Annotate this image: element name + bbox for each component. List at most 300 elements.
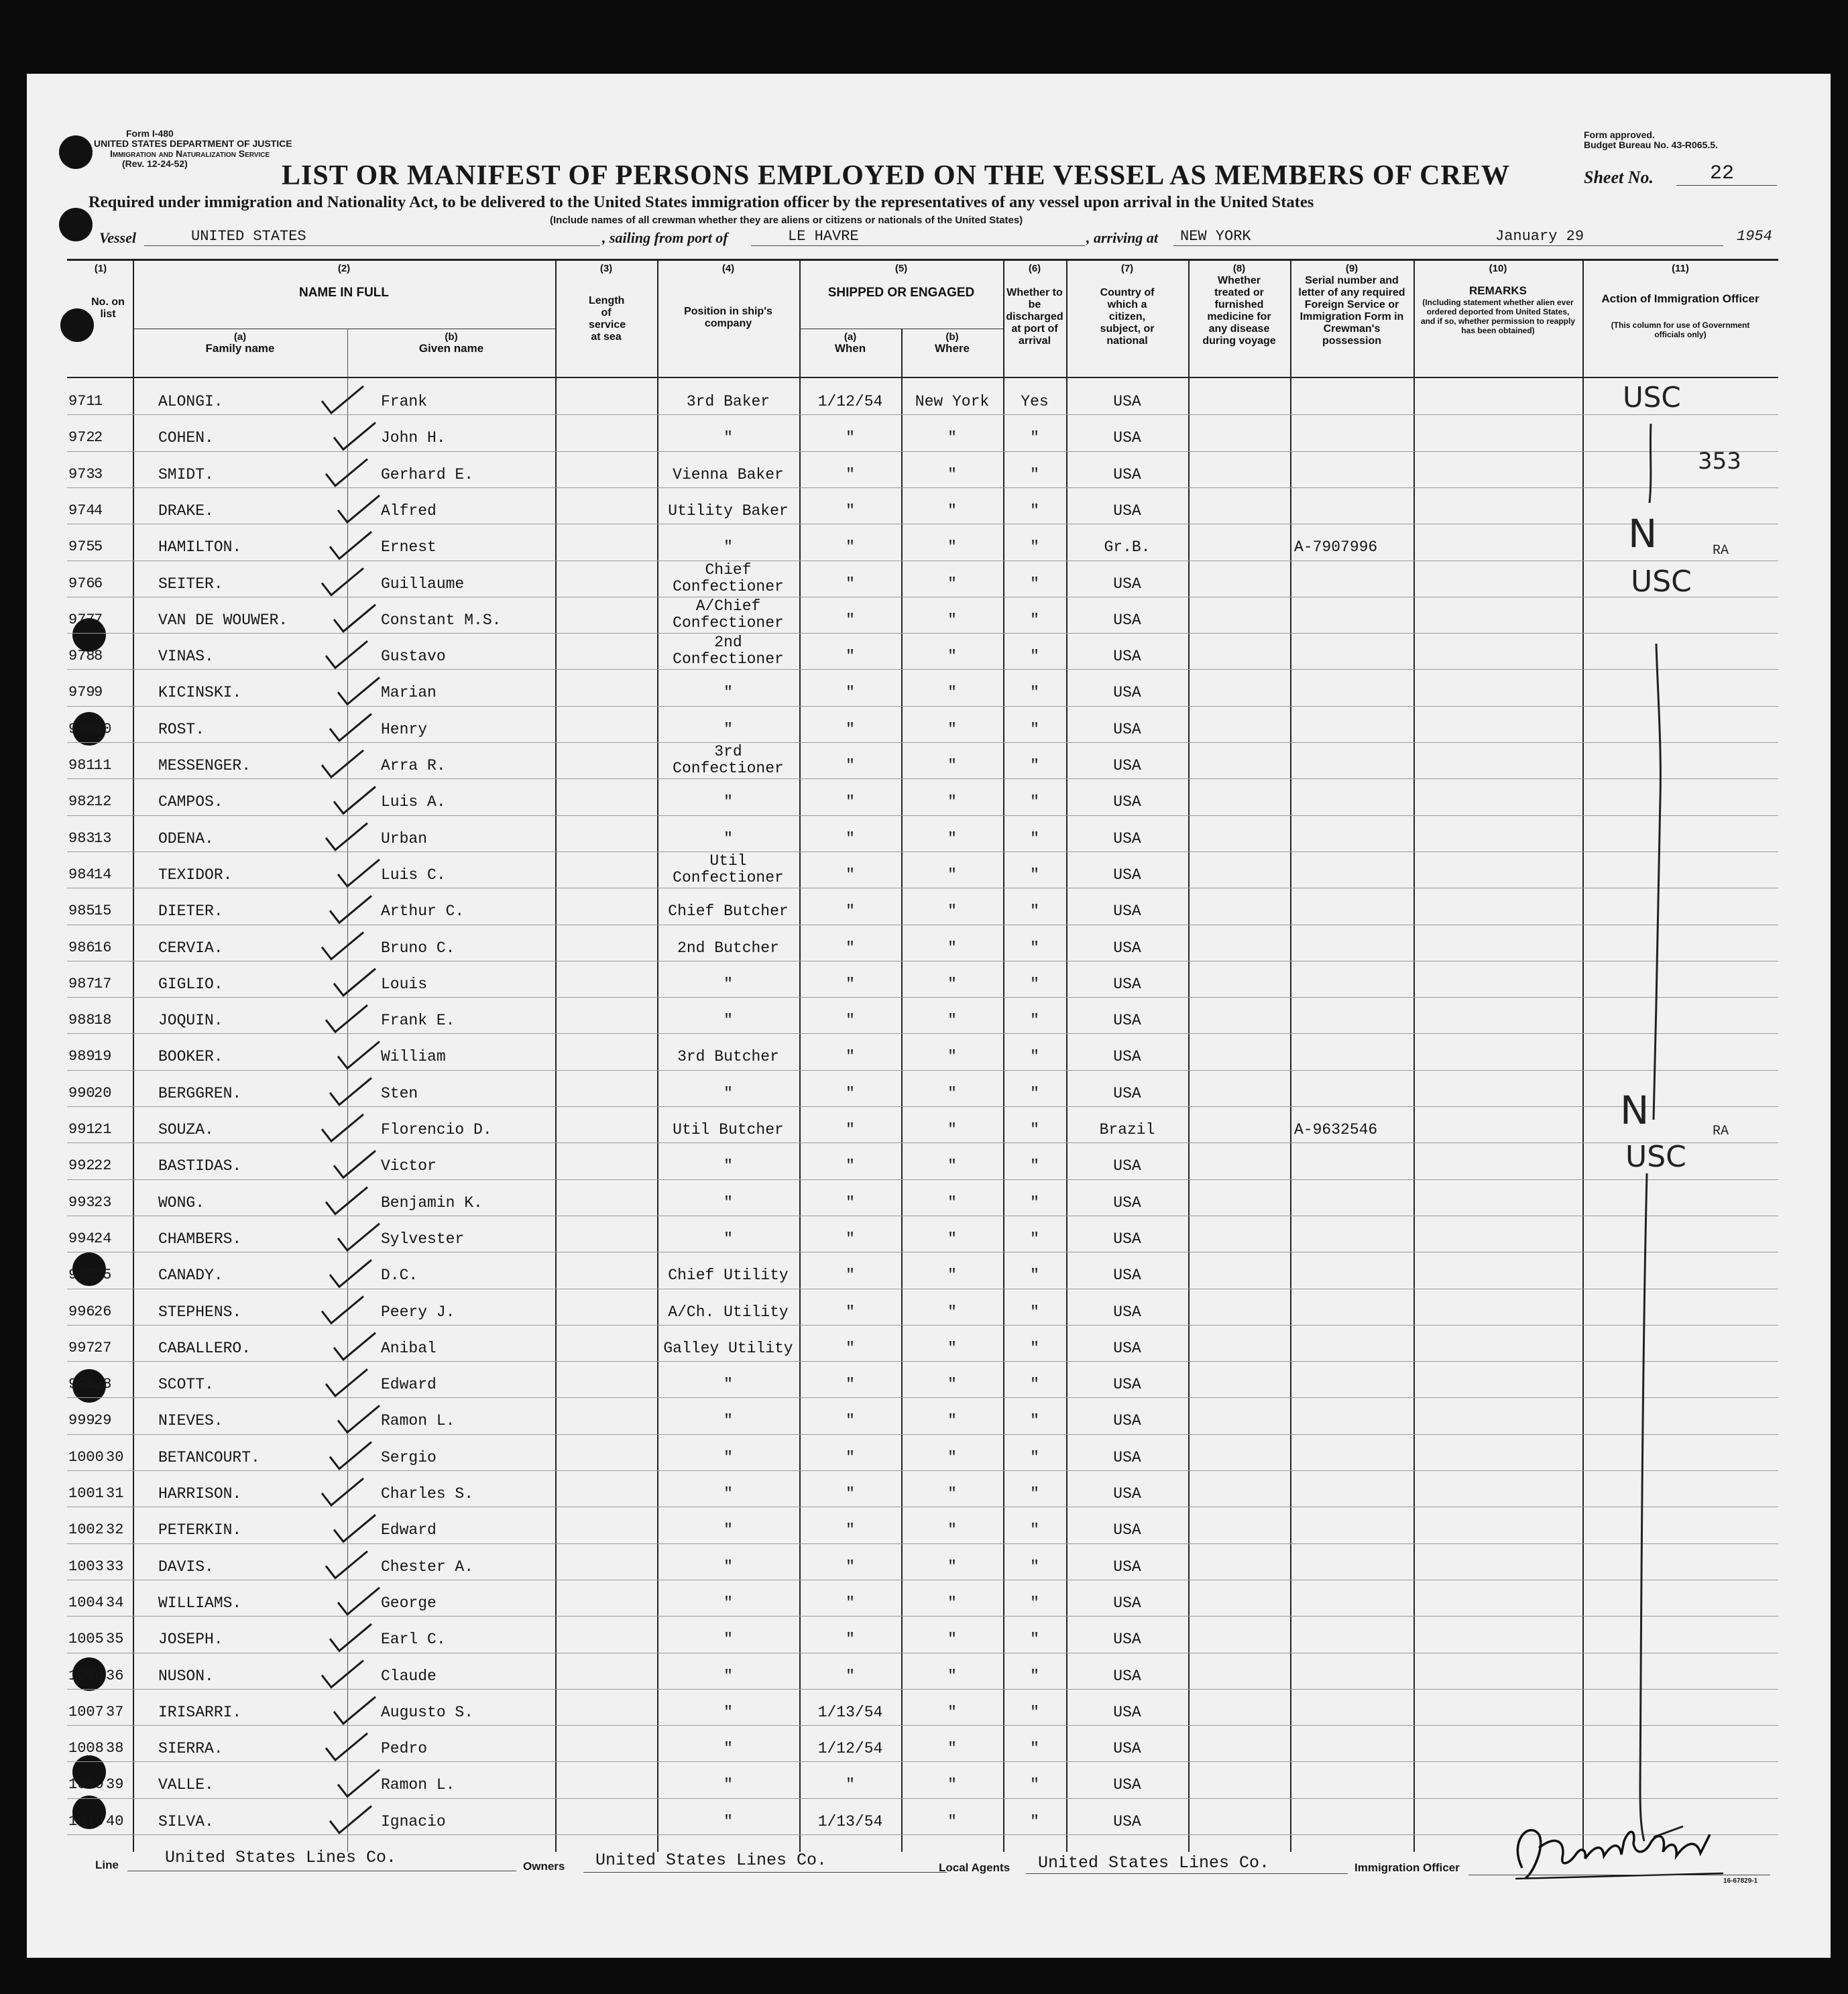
position-cell: " [724, 1193, 733, 1212]
discharge-cell: " [1030, 1740, 1039, 1758]
when-cell: " [846, 575, 855, 593]
position-cell: " [724, 1412, 733, 1430]
given-name: Henry [381, 720, 428, 738]
col-9-header: Serial number and letter of any required Foreign Service or Immigration Form in Crewman's possession [1298, 275, 1405, 347]
given-name: Sylvester [381, 1230, 465, 1248]
country-cell: USA [1113, 1012, 1141, 1030]
family-name: COHEN. [158, 429, 214, 447]
when-cell: " [846, 1594, 855, 1612]
sailing-port: LE HAVRE [788, 228, 859, 245]
given-name: Frank E. [381, 1012, 455, 1030]
given-name: Ernest [381, 538, 437, 556]
family-name: VAN DE WOUWER. [158, 611, 288, 629]
family-name: SEITER. [158, 575, 223, 593]
row-sequence-number: 1002 [68, 1521, 104, 1539]
col-5-number: (5) [894, 263, 908, 274]
arriving-label: , arriving at [1086, 229, 1158, 246]
when-cell: " [846, 502, 855, 520]
discharge-cell: " [1030, 1193, 1039, 1212]
col-11-number: (11) [1672, 263, 1689, 274]
when-cell: 1/12/54 [817, 1740, 883, 1758]
where-cell: " [947, 1012, 957, 1030]
given-name: Anibal [381, 1339, 437, 1357]
discharge-cell: " [1030, 575, 1039, 593]
arrival-year: 1954 [1737, 228, 1772, 245]
where-cell: " [947, 684, 957, 702]
given-name: Luis C. [381, 866, 446, 884]
country-cell: USA [1113, 757, 1141, 774]
discharge-cell: " [1030, 1412, 1039, 1430]
discharge-cell: " [1030, 1157, 1039, 1175]
country-cell: USA [1113, 1776, 1141, 1794]
where-cell: " [947, 1631, 957, 1649]
row-sequence-number: 983 [68, 829, 95, 847]
position-cell: " [724, 1012, 733, 1030]
where-cell: " [947, 575, 957, 593]
row-sequence-number: 987 [68, 975, 95, 992]
family-name: STEPHENS. [158, 1303, 242, 1321]
row-list-number: 24 [94, 1230, 112, 1247]
where-cell: " [947, 1303, 957, 1321]
family-name: CHAMBERS. [158, 1230, 242, 1248]
family-name: PETERKIN. [158, 1521, 242, 1539]
position-cell: " [724, 538, 733, 556]
given-name: Gustavo [381, 648, 446, 666]
row-list-number: 35 [106, 1631, 124, 1648]
given-name: Arthur C. [381, 902, 465, 921]
position-cell: " [724, 1776, 733, 1794]
row-sequence-number: 996 [68, 1303, 95, 1320]
position-cell: 2nd Confectioner [673, 634, 784, 668]
given-name: Bruno C. [381, 939, 455, 957]
col-11-note: (This column for use of Government officials only) [1611, 320, 1750, 339]
country-cell: USA [1113, 1703, 1141, 1721]
family-name: MESSENGER. [158, 757, 251, 774]
where-cell: " [947, 1048, 957, 1066]
when-cell: " [846, 1339, 855, 1357]
given-name: Arra R. [381, 757, 446, 774]
country-cell: USA [1113, 1339, 1141, 1357]
where-cell: " [947, 1667, 957, 1685]
print-code: 16-67829-1 [1723, 1877, 1758, 1885]
family-name: CERVIA. [158, 939, 223, 957]
when-cell: " [846, 757, 855, 774]
row-list-number: 1 [94, 393, 103, 410]
family-name: VINAS. [158, 648, 214, 666]
country-cell: USA [1113, 1157, 1141, 1175]
discharge-cell: " [1030, 720, 1039, 738]
usc-annotation: USC [1625, 1140, 1686, 1174]
form-cell: A-7907996 [1294, 538, 1378, 556]
family-name: SOUZA. [158, 1121, 214, 1138]
row-sequence-number: 995 [68, 1267, 95, 1284]
given-name: Marian [381, 684, 437, 702]
col-10-number: (10) [1489, 263, 1507, 274]
country-cell: USA [1113, 611, 1141, 629]
discharge-cell: " [1030, 866, 1039, 884]
form-number: Form I-480 [126, 128, 174, 139]
family-name: SIERRA. [158, 1740, 223, 1758]
given-name: Sten [381, 1084, 418, 1102]
where-cell: " [947, 429, 957, 447]
family-name: CABALLERO. [158, 1339, 251, 1357]
where-cell: " [947, 611, 957, 629]
row-list-number: 28 [94, 1376, 112, 1393]
sheet-number: 22 [1710, 162, 1735, 185]
country-cell: USA [1113, 1267, 1141, 1285]
arrival-port: NEW YORK [1180, 228, 1251, 245]
when-cell: " [846, 1157, 855, 1175]
family-name: NIEVES. [158, 1412, 223, 1430]
discharge-cell: " [1030, 975, 1039, 993]
country-cell: USA [1113, 829, 1141, 847]
discharge-cell: " [1030, 538, 1039, 556]
row-sequence-number: 979 [68, 684, 95, 701]
row-list-number: 26 [94, 1303, 112, 1320]
family-name: ROST. [158, 720, 205, 738]
row-list-number: 39 [106, 1776, 124, 1794]
agents-value: United States Lines Co. [1038, 1853, 1270, 1873]
family-name: DRAKE. [158, 502, 214, 520]
discharge-cell: " [1030, 1303, 1039, 1321]
row-sequence-number: 985 [68, 902, 95, 920]
given-name: Chester A. [381, 1558, 474, 1576]
row-list-number: 30 [106, 1448, 124, 1466]
country-cell: USA [1113, 1485, 1141, 1503]
department: UNITED STATES DEPARTMENT OF JUSTICE [94, 138, 292, 149]
page-title: LIST OR MANIFEST OF PERSONS EMPLOYED ON THE VESSEL AS MEMBERS OF CREW [282, 160, 1510, 191]
col-1-header: No. on list [91, 296, 125, 320]
position-cell: Util Confectioner [673, 852, 784, 886]
country-cell: USA [1113, 429, 1141, 447]
when-cell: " [846, 429, 855, 447]
given-name: D.C. [381, 1267, 418, 1285]
row-sequence-number: 1006 [68, 1667, 104, 1684]
position-cell: " [724, 829, 733, 847]
when-cell: 1/13/54 [817, 1812, 883, 1830]
row-list-number: 10 [94, 720, 112, 738]
family-name: DAVIS. [158, 1558, 214, 1576]
position-cell: 3rd Confectioner [673, 743, 784, 777]
discharge-cell: " [1030, 829, 1039, 847]
family-name: VALLE. [158, 1776, 214, 1794]
when-cell: " [846, 793, 855, 811]
officer-signature [1502, 1814, 1743, 1888]
row-list-number: 34 [106, 1594, 124, 1611]
manifest-sheet [27, 74, 1831, 1958]
col-4-number: (4) [721, 263, 735, 274]
country-cell: USA [1113, 684, 1141, 702]
country-cell: USA [1113, 1740, 1141, 1758]
row-sequence-number: 1007 [68, 1703, 104, 1720]
row-sequence-number: 975 [68, 538, 95, 556]
given-name: Ignacio [381, 1812, 446, 1830]
vessel-name: UNITED STATES [191, 228, 306, 245]
family-name: HAMILTON. [158, 538, 242, 556]
row-sequence-number: 974 [68, 502, 95, 519]
where-cell: " [947, 720, 957, 738]
row-list-number: 11 [94, 757, 112, 774]
discharge-cell: " [1030, 1703, 1039, 1721]
discharge-cell: Yes [1021, 393, 1049, 410]
position-cell: " [724, 1631, 733, 1649]
owners-underline [583, 1872, 947, 1873]
discharge-cell: " [1030, 902, 1039, 921]
where-cell: " [947, 1193, 957, 1212]
when-cell: " [846, 829, 855, 847]
country-cell: USA [1113, 1667, 1141, 1685]
country-cell: Brazil [1099, 1121, 1155, 1138]
country-cell: USA [1113, 1230, 1141, 1248]
row-sequence-number: 980 [68, 720, 95, 738]
country-cell: USA [1113, 575, 1141, 593]
discharge-cell: " [1030, 1230, 1039, 1248]
family-name: SILVA. [158, 1812, 214, 1830]
position-cell: " [724, 429, 733, 447]
discharge-cell: " [1030, 939, 1039, 957]
family-name: WILLIAMS. [158, 1594, 242, 1612]
when-cell: " [846, 1558, 855, 1576]
col-3-header: Length of service at sea [589, 295, 626, 343]
row-sequence-number: 990 [68, 1084, 95, 1102]
position-cell: " [724, 1740, 733, 1758]
col-5a-header: When [834, 342, 866, 355]
discharge-cell: " [1030, 648, 1039, 666]
given-name: Augusto S. [381, 1703, 474, 1721]
ra-annotation: RA [1713, 543, 1729, 559]
given-name: Constant M.S. [381, 611, 502, 629]
where-cell: " [947, 1558, 957, 1576]
row-sequence-number: 989 [68, 1048, 95, 1065]
family-name: KICINSKI. [158, 684, 242, 702]
row-list-number: 5 [94, 538, 103, 556]
position-cell: Chief Confectioner [673, 561, 784, 595]
position-cell: Chief Butcher [668, 902, 789, 921]
col-11-header: Action of Immigration Officer [1601, 292, 1759, 305]
discharge-cell: " [1030, 1558, 1039, 1576]
row-list-number: 13 [94, 829, 112, 847]
discharge-cell: " [1030, 1631, 1039, 1649]
line-label: Line [95, 1859, 119, 1871]
discharge-cell: " [1030, 1776, 1039, 1794]
owners-label: Owners [523, 1860, 565, 1873]
family-name: HARRISON. [158, 1485, 242, 1503]
discharge-cell: " [1030, 1521, 1039, 1539]
country-cell: USA [1113, 939, 1141, 957]
country-cell: USA [1113, 1193, 1141, 1212]
where-cell: " [947, 1594, 957, 1612]
arrival-date: January 29 [1495, 228, 1584, 245]
row-list-number: 21 [94, 1121, 112, 1138]
col-3-number: (3) [599, 263, 613, 274]
row-list-number: 40 [106, 1812, 124, 1830]
row-sequence-number: 973 [68, 465, 95, 483]
row-sequence-number: 976 [68, 575, 95, 592]
position-cell: " [724, 1703, 733, 1721]
row-sequence-number: 997 [68, 1339, 95, 1356]
sailing-label: , sailing from port of [602, 229, 728, 246]
position-cell: A/Ch. Utility [668, 1303, 789, 1321]
row-list-number: 4 [94, 502, 103, 519]
discharge-cell: " [1030, 1485, 1039, 1503]
row-sequence-number: 978 [68, 648, 95, 665]
discharge-cell: " [1030, 465, 1039, 483]
where-cell: " [947, 502, 957, 520]
discharge-cell: " [1030, 1376, 1039, 1394]
row-sequence-number: 986 [68, 939, 95, 956]
col-8-header: Whether treated or furnished medicine for any disease during voyage [1202, 275, 1276, 347]
where-cell: " [947, 1485, 957, 1503]
row-sequence-number: 981 [68, 757, 95, 774]
discharge-cell: " [1030, 1267, 1039, 1285]
family-name: GIGLIO. [158, 975, 223, 993]
country-cell: USA [1113, 648, 1141, 666]
discharge-cell: " [1030, 611, 1039, 629]
family-name: SCOTT. [158, 1376, 214, 1394]
col-6-header: Whether to be discharged at port of arrival [1006, 287, 1063, 347]
row-sequence-number: 984 [68, 866, 95, 883]
discharge-cell: " [1030, 1667, 1039, 1685]
where-cell: " [947, 1448, 957, 1466]
row-sequence-number: 1005 [68, 1631, 104, 1648]
position-cell: " [724, 1376, 733, 1394]
where-cell: " [947, 1157, 957, 1175]
when-cell: " [846, 1303, 855, 1321]
where-cell: " [947, 1230, 957, 1248]
discharge-cell: " [1030, 793, 1039, 811]
country-cell: USA [1113, 1812, 1141, 1830]
where-cell: " [947, 1121, 957, 1138]
row-sequence-number: 1000 [68, 1448, 104, 1466]
when-cell: " [846, 1412, 855, 1430]
n-mark-annotation: N [1620, 1088, 1650, 1133]
where-cell: " [947, 1376, 957, 1394]
when-cell: " [846, 1012, 855, 1030]
position-cell: " [724, 1521, 733, 1539]
when-cell: " [846, 1267, 855, 1285]
where-cell: " [947, 465, 957, 483]
position-cell: A/Chief Confectioner [673, 597, 784, 632]
col-6-number: (6) [1028, 263, 1041, 274]
row-list-number: 3 [94, 465, 103, 483]
row-list-number: 31 [106, 1485, 124, 1502]
row-list-number: 17 [94, 975, 112, 992]
given-name: Frank [381, 393, 428, 410]
discharge-cell: " [1030, 1084, 1039, 1102]
country-cell: USA [1113, 720, 1141, 738]
when-cell: " [846, 720, 855, 738]
col-5a-number: (a) [844, 331, 857, 343]
row-sequence-number: 998 [68, 1376, 95, 1393]
family-name: IRISARRI. [158, 1703, 242, 1721]
service: Immigration and Naturalization Service [110, 148, 270, 159]
position-cell: " [724, 1157, 733, 1175]
position-cell: " [724, 1084, 733, 1102]
family-name: JOQUIN. [158, 1012, 223, 1030]
row-list-number: 15 [94, 902, 112, 920]
given-name: Pedro [381, 1740, 428, 1758]
position-cell: " [724, 1812, 733, 1830]
when-cell: " [846, 465, 855, 483]
when-cell: " [846, 1521, 855, 1539]
given-name: Ramon L. [381, 1412, 455, 1430]
position-cell: Utility Baker [668, 502, 789, 520]
col-4-header: Position in ship's company [684, 306, 772, 329]
given-name: Sergio [381, 1448, 437, 1466]
col-7-header: Country of which a citizen, subject, or national [1100, 287, 1155, 347]
family-name: ALONGI. [158, 393, 223, 410]
given-name: Florencio D. [381, 1121, 492, 1138]
annotation-353: 353 [1698, 448, 1741, 475]
budget-bureau: Budget Bureau No. 43-R065.5. [1584, 139, 1718, 150]
row-sequence-number: 999 [68, 1412, 95, 1429]
where-cell: " [947, 1521, 957, 1539]
position-cell: " [724, 975, 733, 993]
usc-annotation: USC [1631, 565, 1692, 599]
position-cell: " [724, 1667, 733, 1685]
row-list-number: 23 [94, 1193, 112, 1211]
when-cell: " [846, 684, 855, 702]
country-cell: USA [1113, 975, 1141, 993]
where-cell: " [947, 866, 957, 884]
col-2-header: NAME IN FULL [298, 286, 390, 300]
family-name: JOSEPH. [158, 1631, 223, 1649]
family-name: BERGGREN. [158, 1084, 242, 1102]
where-cell: " [947, 1084, 957, 1102]
country-cell: USA [1113, 902, 1141, 921]
given-name: Alfred [381, 502, 437, 520]
where-cell: " [947, 1776, 957, 1794]
family-name: ODENA. [158, 829, 214, 847]
row-sequence-number: 1010 [68, 1812, 104, 1830]
discharge-cell: " [1030, 502, 1039, 520]
where-cell: " [947, 1703, 957, 1721]
row-list-number: 9 [94, 684, 103, 701]
when-cell: " [846, 1376, 855, 1394]
when-cell: " [846, 538, 855, 556]
row-list-number: 29 [94, 1412, 112, 1429]
position-cell: " [724, 1485, 733, 1503]
discharge-cell: " [1030, 757, 1039, 774]
row-list-number: 12 [94, 793, 112, 811]
row-sequence-number: 1009 [68, 1776, 104, 1794]
row-list-number: 20 [94, 1084, 112, 1102]
given-name: Earl C. [381, 1631, 446, 1649]
position-cell: 3rd Baker [686, 393, 770, 410]
agents-label: Local Agents [939, 1861, 1010, 1874]
ra-annotation: RA [1713, 1124, 1729, 1139]
when-cell: " [846, 1193, 855, 1212]
row-list-number: 8 [94, 648, 103, 665]
discharge-cell: " [1030, 1012, 1039, 1030]
when-cell: " [846, 611, 855, 629]
row-sequence-number: 1008 [68, 1740, 104, 1757]
where-cell: " [947, 793, 957, 811]
when-cell: " [846, 1448, 855, 1466]
form-cell: A-9632546 [1294, 1121, 1378, 1138]
when-cell: " [846, 1631, 855, 1649]
form-approved: Form approved. [1584, 129, 1655, 140]
country-cell: USA [1113, 1376, 1141, 1394]
family-name: BOOKER. [158, 1048, 223, 1066]
country-cell: USA [1113, 1048, 1141, 1066]
when-cell: " [846, 1776, 855, 1794]
given-name: Louis [381, 975, 428, 993]
discharge-cell: " [1030, 429, 1039, 447]
country-cell: USA [1113, 1594, 1141, 1612]
row-list-number: 22 [94, 1157, 112, 1175]
subtitle-note: (Include names of all crewman whether they are aliens or citizens or nationals of the United States) [550, 215, 1023, 226]
